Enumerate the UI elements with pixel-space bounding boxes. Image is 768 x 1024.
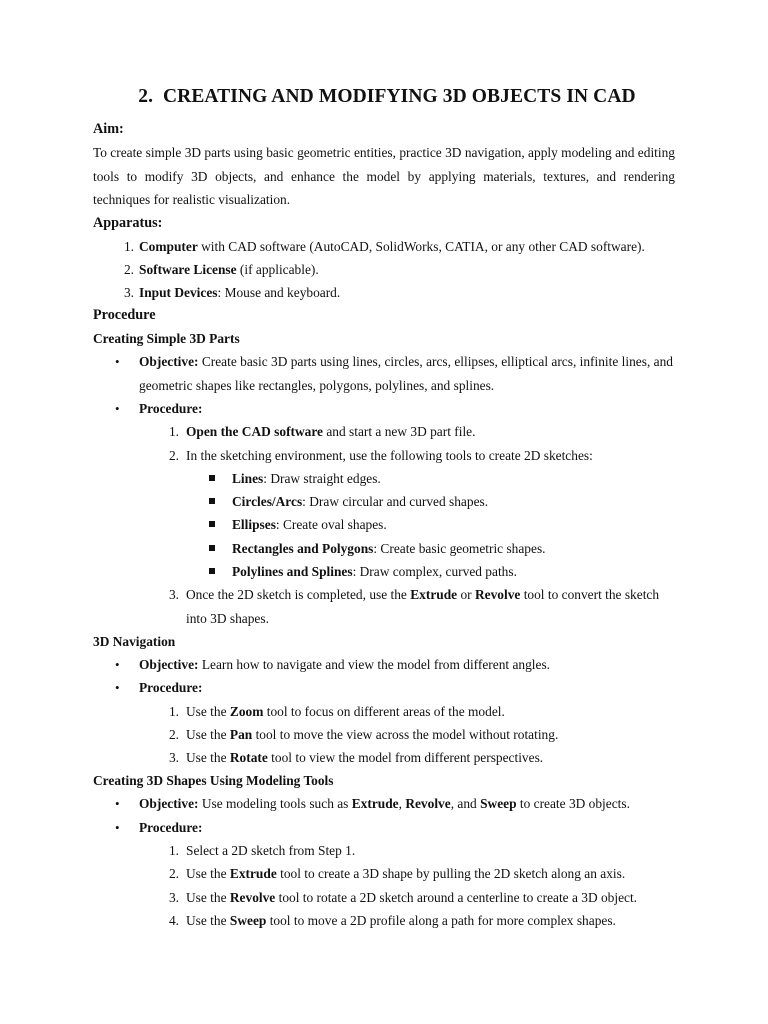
step-text: or bbox=[457, 587, 475, 603]
objective-text: Learn how to navigate and view the model from different angles. bbox=[198, 656, 551, 672]
procedure-step bbox=[93, 700, 675, 723]
procedure-step bbox=[93, 746, 675, 769]
list-number: 3. bbox=[168, 889, 179, 905]
document-title: 2. CREATING AND MODIFYING 3D OBJECTS IN CAD bbox=[138, 86, 636, 107]
list-number: 1. bbox=[123, 238, 134, 254]
tool-name: Polylines and Splines bbox=[232, 564, 353, 580]
procedure-steps bbox=[93, 839, 675, 932]
step-text: tool to create a 3D shape by pulling the 2D sketch along an axis. bbox=[276, 866, 626, 882]
apparatus-heading: Apparatus: bbox=[93, 214, 163, 231]
step-text: tool to focus on different areas of the model. bbox=[263, 703, 505, 719]
step-text: Select a 2D sketch from Step 1. bbox=[186, 843, 356, 859]
step-term: Revolve bbox=[229, 889, 276, 905]
objective-term: Revolve bbox=[405, 796, 451, 812]
tool-name: Rectangles and Polygons bbox=[232, 540, 374, 556]
apparatus-item bbox=[93, 258, 675, 281]
item-text: : Mouse and keyboard. bbox=[217, 285, 341, 301]
square-bullet bbox=[209, 568, 215, 574]
procedure-step bbox=[93, 839, 675, 862]
step-term: Extrude bbox=[229, 866, 277, 882]
tool-desc: : Create oval shapes. bbox=[275, 517, 387, 533]
procedure-label: Procedure: bbox=[139, 819, 203, 835]
step-text: tool to convert the sketch into 3D shapes. bbox=[186, 587, 660, 626]
document-content bbox=[93, 86, 675, 932]
procedure-steps bbox=[93, 583, 675, 630]
objective-label: Objective: bbox=[139, 656, 199, 672]
procedure-step bbox=[93, 583, 675, 630]
bullet-glyph: • bbox=[115, 819, 120, 835]
procedure-step bbox=[93, 444, 675, 467]
square-bullet bbox=[209, 521, 215, 527]
list-number: 4. bbox=[168, 912, 179, 928]
apparatus-item bbox=[93, 281, 675, 304]
list-number: 3. bbox=[168, 587, 179, 603]
section-bullets bbox=[93, 792, 675, 839]
step-text: Once the 2D sketch is completed, use the bbox=[186, 587, 411, 603]
tool-desc: : Draw straight edges. bbox=[263, 470, 381, 486]
step-term: Sweep bbox=[229, 912, 267, 928]
step-text: tool to view the model from different perspectives. bbox=[267, 750, 544, 766]
list-number: 3. bbox=[168, 750, 179, 766]
item-term: Input Devices bbox=[139, 285, 218, 301]
tool-item bbox=[93, 513, 675, 536]
tool-item bbox=[93, 467, 675, 490]
section-heading: Creating 3D Shapes Using Modeling Tools bbox=[93, 773, 334, 789]
procedure-step bbox=[93, 909, 675, 932]
procedure-heading: Procedure bbox=[93, 307, 156, 324]
step-text: In the sketching environment, use the following tools to create 2D sketches: bbox=[186, 447, 593, 463]
procedure-step bbox=[93, 862, 675, 885]
apparatus-list bbox=[93, 235, 675, 305]
aim-text: To create simple 3D parts using basic geometric entities, practice 3D navigation, apply modeling and editing tools to modify 3D objects, and enhance the model by applying materials, textures, and rendering techniques for realistic visualization. bbox=[93, 145, 675, 207]
tool-name: Lines bbox=[232, 470, 264, 486]
bullet-glyph: • bbox=[115, 354, 120, 370]
tool-desc: : Create basic geometric shapes. bbox=[373, 540, 546, 556]
procedure-step bbox=[93, 420, 675, 443]
procedure-bullet bbox=[93, 397, 675, 420]
sketch-tool-list bbox=[93, 467, 675, 583]
step-term: Revolve bbox=[474, 587, 521, 603]
procedure-steps bbox=[93, 420, 675, 467]
objective-text: to create 3D objects. bbox=[516, 796, 630, 812]
procedure-label: Procedure: bbox=[139, 400, 203, 416]
procedure-bullet bbox=[93, 676, 675, 699]
list-number: 2. bbox=[168, 726, 179, 742]
step-text: tool to move the view across the model without rotating. bbox=[252, 726, 559, 742]
objective-label: Objective: bbox=[139, 354, 199, 370]
tool-desc: : Draw complex, curved paths. bbox=[352, 564, 517, 580]
square-bullet bbox=[209, 475, 215, 481]
bullet-glyph: • bbox=[115, 680, 120, 696]
tool-name: Ellipses bbox=[232, 517, 276, 533]
step-term: Zoom bbox=[229, 703, 264, 719]
section-heading: 3D Navigation bbox=[93, 633, 176, 649]
step-text: Use the bbox=[186, 866, 230, 882]
list-number: 3. bbox=[123, 285, 134, 301]
objective-label: Objective: bbox=[139, 796, 199, 812]
procedure-step bbox=[93, 886, 675, 909]
tool-item bbox=[93, 537, 675, 560]
section-bullets bbox=[93, 653, 675, 700]
step-term: Rotate bbox=[229, 750, 268, 766]
objective-term: Extrude bbox=[351, 796, 399, 812]
objective-bullet bbox=[93, 792, 675, 815]
tool-name: Circles/Arcs bbox=[232, 494, 303, 510]
list-number: 1. bbox=[168, 843, 179, 859]
objective-term: Sweep bbox=[480, 796, 517, 812]
aim-heading: Aim: bbox=[93, 121, 124, 137]
bullet-glyph: • bbox=[115, 400, 120, 416]
procedure-steps bbox=[93, 700, 675, 770]
step-text: and start a new 3D part file. bbox=[323, 424, 476, 440]
tool-item bbox=[93, 560, 675, 583]
step-text: Use the bbox=[186, 750, 230, 766]
section-heading: Creating Simple 3D Parts bbox=[93, 331, 240, 347]
apparatus-item bbox=[93, 235, 675, 258]
bullet-glyph: • bbox=[115, 796, 120, 812]
item-text: (if applicable). bbox=[236, 261, 319, 277]
step-term: Open the CAD software bbox=[186, 424, 323, 440]
list-number: 2. bbox=[123, 261, 134, 277]
list-number: 1. bbox=[168, 424, 179, 440]
tool-item bbox=[93, 490, 675, 513]
item-term: Computer bbox=[139, 238, 198, 254]
step-term: Extrude bbox=[410, 587, 458, 603]
step-text: Use the bbox=[186, 889, 230, 905]
step-text: tool to rotate a 2D sketch around a centerline to create a 3D object. bbox=[275, 889, 638, 905]
step-text: Use the bbox=[186, 912, 230, 928]
item-text: with CAD software (AutoCAD, SolidWorks, CATIA, or any other CAD software). bbox=[197, 238, 645, 254]
step-term: Pan bbox=[229, 726, 253, 742]
procedure-step bbox=[93, 723, 675, 746]
objective-bullet bbox=[93, 653, 675, 676]
objective-text: , and bbox=[450, 796, 481, 812]
square-bullet bbox=[209, 545, 215, 551]
procedure-label: Procedure: bbox=[139, 680, 203, 696]
objective-text: Create basic 3D parts using lines, circles, arcs, ellipses, elliptical arcs, infinite lines, and geometric shapes like rectangles, polygons, polylines, and splines. bbox=[139, 354, 673, 393]
section-bullets bbox=[93, 350, 675, 420]
square-bullet bbox=[209, 498, 215, 504]
step-text: Use the bbox=[186, 726, 230, 742]
list-number: 1. bbox=[168, 703, 179, 719]
step-text: Use the bbox=[186, 703, 230, 719]
tool-desc: : Draw circular and curved shapes. bbox=[302, 494, 489, 510]
objective-bullet bbox=[93, 350, 675, 397]
list-number: 2. bbox=[168, 447, 179, 463]
item-term: Software License bbox=[139, 261, 237, 277]
procedure-bullet bbox=[93, 816, 675, 839]
list-number: 2. bbox=[168, 866, 179, 882]
objective-text: , bbox=[398, 796, 406, 812]
objective-text: Use modeling tools such as bbox=[198, 796, 352, 812]
bullet-glyph: • bbox=[115, 656, 120, 672]
step-text: tool to move a 2D profile along a path for more complex shapes. bbox=[266, 912, 616, 928]
